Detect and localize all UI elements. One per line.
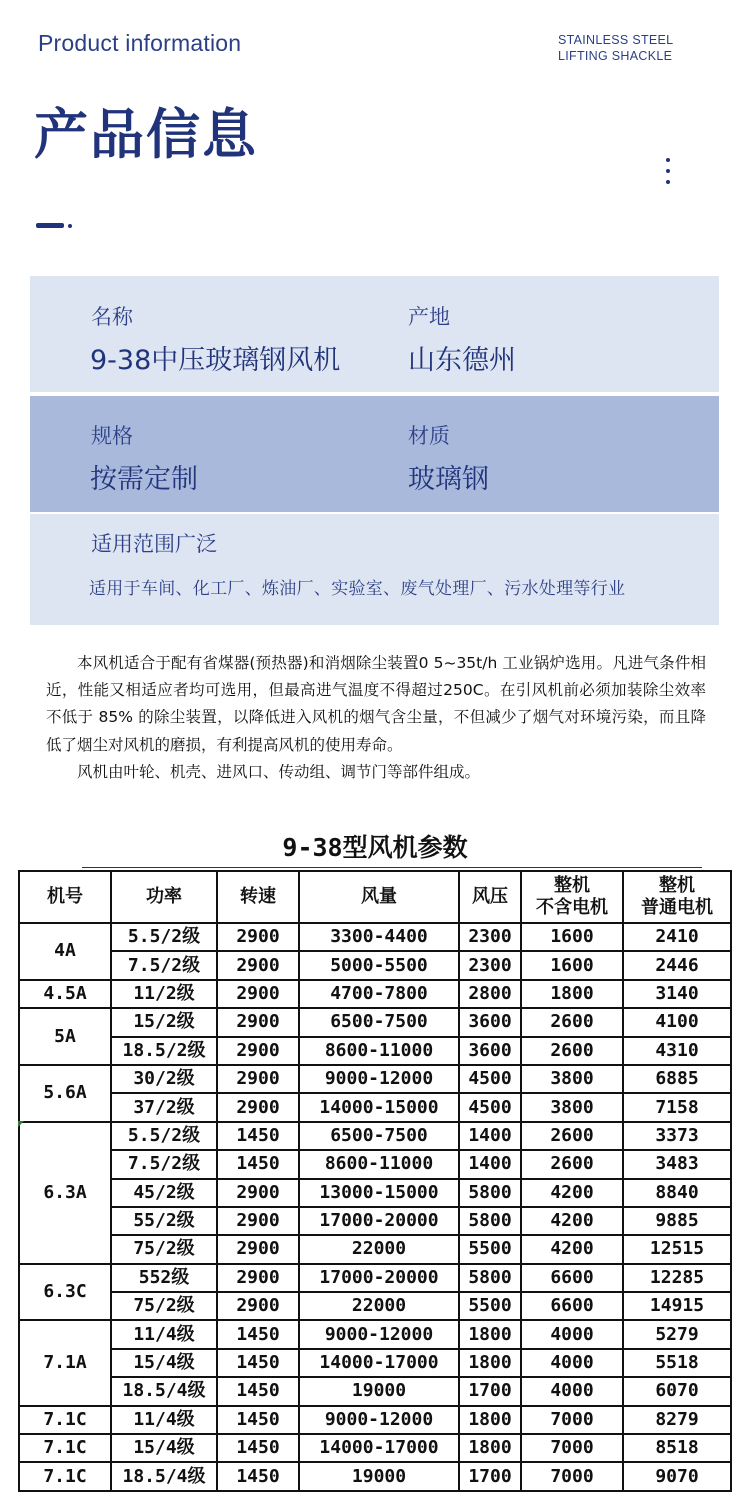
table-cell: 2300	[459, 923, 521, 951]
table-cell: 8600-11000	[299, 1037, 459, 1065]
more-vertical-icon[interactable]	[664, 158, 672, 188]
table-cell: 1800	[459, 1349, 521, 1377]
table-cell: 9000-12000	[299, 1320, 459, 1348]
table-row	[19, 1150, 731, 1178]
table-cell: 22000	[299, 1292, 459, 1320]
table-cell: 1700	[459, 1462, 521, 1490]
brand-line-1: STAINLESS STEEL	[558, 33, 674, 47]
spec-label: 规格	[91, 424, 133, 448]
table-cell: 1800	[459, 1320, 521, 1348]
origin-label: 产地	[408, 305, 450, 329]
table-cell: 12515	[623, 1235, 731, 1263]
table-cell: 1450	[217, 1406, 299, 1434]
table-cell: 2900	[217, 1292, 299, 1320]
scope-text: 适用于车间、化工厂、炼油厂、实验室、废气处理厂、污水处理等行业	[89, 579, 626, 599]
table-cell: 7.5/2级	[111, 951, 217, 979]
table-cell: 5000-5500	[299, 951, 459, 979]
table-cell: 7158	[623, 1093, 731, 1121]
table-cell: 4200	[521, 1235, 623, 1263]
table-cell: 5518	[623, 1349, 731, 1377]
table-header-cell: 机号	[19, 871, 111, 923]
spec-table	[18, 870, 732, 1492]
description	[46, 650, 706, 786]
model-cell: 7.1C	[19, 1462, 111, 1490]
divider-dot	[68, 224, 72, 228]
table-header-cell: 转速	[217, 871, 299, 923]
table-cell: 45/2级	[111, 1179, 217, 1207]
table-cell: 6500-7500	[299, 1122, 459, 1150]
table-cell: 4310	[623, 1037, 731, 1065]
table-cell: 8840	[623, 1179, 731, 1207]
brand-line-2: LIFTING SHACKLE	[558, 49, 673, 63]
table-cell: 7.5/2级	[111, 1150, 217, 1178]
table-cell: 1700	[459, 1377, 521, 1405]
table-cell: 2900	[217, 951, 299, 979]
table-header-cell: 风量	[299, 871, 459, 923]
table-row	[19, 1264, 731, 1292]
table-row	[19, 1292, 731, 1320]
table-cell: 18.5/4级	[111, 1377, 217, 1405]
cell-marker	[18, 1121, 24, 1127]
table-header-cell: 功率	[111, 871, 217, 923]
table-row	[19, 980, 731, 1008]
table-cell: 5279	[623, 1320, 731, 1348]
material-label: 材质	[408, 424, 450, 448]
table-row	[19, 1207, 731, 1235]
table-row	[19, 951, 731, 979]
table-cell: 5.5/2级	[111, 1122, 217, 1150]
table-cell: 4000	[521, 1320, 623, 1348]
table-row	[19, 1179, 731, 1207]
table-cell: 22000	[299, 1235, 459, 1263]
spec-value: 按需定制	[90, 464, 198, 495]
table-cell: 7000	[521, 1406, 623, 1434]
table-cell: 2900	[217, 1065, 299, 1093]
table-cell: 2600	[521, 1122, 623, 1150]
table-row	[19, 1462, 731, 1490]
model-cell: 5A	[19, 1008, 111, 1065]
table-cell: 15/4级	[111, 1349, 217, 1377]
table-cell: 17000-20000	[299, 1207, 459, 1235]
table-cell: 1800	[521, 980, 623, 1008]
table-cell: 19000	[299, 1377, 459, 1405]
table-cell: 1450	[217, 1434, 299, 1462]
brand-label	[558, 32, 673, 64]
table-cell: 3600	[459, 1008, 521, 1036]
table-row	[19, 1122, 731, 1150]
table-cell: 7000	[521, 1462, 623, 1490]
table-row	[19, 1406, 731, 1434]
table-cell: 2446	[623, 951, 731, 979]
scope-title: 适用范围广泛	[91, 532, 217, 556]
model-cell: 4.5A	[19, 980, 111, 1008]
table-cell: 4000	[521, 1377, 623, 1405]
table-cell: 18.5/2级	[111, 1037, 217, 1065]
table-cell: 2900	[217, 1207, 299, 1235]
table-cell: 1800	[459, 1406, 521, 1434]
table-cell: 6070	[623, 1377, 731, 1405]
table-row	[19, 923, 731, 951]
table-cell: 6600	[521, 1292, 623, 1320]
description-para-2: 风机由叶轮、机壳、进风口、传动组、调节门等部件组成。	[77, 762, 481, 781]
table-cell: 3140	[623, 980, 731, 1008]
table-cell: 6500-7500	[299, 1008, 459, 1036]
table-cell: 55/2级	[111, 1207, 217, 1235]
table-cell: 11/4级	[111, 1320, 217, 1348]
table-row	[19, 1349, 731, 1377]
table-cell: 552级	[111, 1264, 217, 1292]
table-header-row	[19, 871, 731, 923]
table-row	[19, 1434, 731, 1462]
table-cell: 4500	[459, 1093, 521, 1121]
table-cell: 3600	[459, 1037, 521, 1065]
table-cell: 3483	[623, 1150, 731, 1178]
table-cell: 12285	[623, 1264, 731, 1292]
table-cell: 5.5/2级	[111, 923, 217, 951]
table-row	[19, 1320, 731, 1348]
table-cell: 3800	[521, 1065, 623, 1093]
table-cell: 6600	[521, 1264, 623, 1292]
table-header-cell: 风压	[459, 871, 521, 923]
page-title: 产品信息	[34, 103, 258, 166]
table-cell: 2900	[217, 980, 299, 1008]
table-cell: 5500	[459, 1235, 521, 1263]
table-cell: 3800	[521, 1093, 623, 1121]
origin-value: 山东德州	[408, 345, 516, 376]
table-row	[19, 1008, 731, 1036]
table-cell: 18.5/4级	[111, 1462, 217, 1490]
table-title-rule	[82, 867, 702, 868]
table-cell: 19000	[299, 1462, 459, 1490]
table-cell: 14000-17000	[299, 1434, 459, 1462]
table-cell: 9000-12000	[299, 1406, 459, 1434]
table-cell: 2900	[217, 1264, 299, 1292]
table-cell: 1400	[459, 1150, 521, 1178]
table-cell: 4500	[459, 1065, 521, 1093]
table-cell: 14915	[623, 1292, 731, 1320]
table-cell: 14000-17000	[299, 1349, 459, 1377]
table-cell: 4200	[521, 1207, 623, 1235]
model-cell: 7.1C	[19, 1434, 111, 1462]
table-cell: 1450	[217, 1150, 299, 1178]
table-cell: 2900	[217, 923, 299, 951]
description-para-1: 本风机适合于配有省煤器(预热器)和消烟除尘装置0 5~35t/h 工业锅炉选用。凡进气条件相近，性能又相适应者均可选用，但最高进气温度不得超过250C。在引风机前必须加装除尘效率不低于 85% 的除尘装置，以降低进入风机的烟气含尘量，不但减少了烟气对环境污染，而且降低了烟尘对风机的磨损，有利提高风机的使用寿命。	[46, 654, 706, 754]
name-label: 名称	[91, 305, 133, 329]
table-header-cell: 整机 不含电机	[521, 871, 623, 923]
info-row-name-origin	[30, 276, 719, 392]
table-cell: 5800	[459, 1179, 521, 1207]
table-cell: 13000-15000	[299, 1179, 459, 1207]
table-cell: 3300-4400	[299, 923, 459, 951]
table-row	[19, 1093, 731, 1121]
table-cell: 1450	[217, 1462, 299, 1490]
table-cell: 11/2级	[111, 980, 217, 1008]
divider-dash	[36, 223, 64, 228]
table-row	[19, 1235, 731, 1263]
table-title: 9-38型风机参数	[282, 833, 468, 862]
table-cell: 9070	[623, 1462, 731, 1490]
table-cell: 2800	[459, 980, 521, 1008]
table-cell: 4100	[623, 1008, 731, 1036]
table-cell: 37/2级	[111, 1093, 217, 1121]
table-cell: 5800	[459, 1207, 521, 1235]
table-cell: 75/2级	[111, 1292, 217, 1320]
table-row	[19, 1037, 731, 1065]
table-cell: 2300	[459, 951, 521, 979]
table-cell: 1450	[217, 1377, 299, 1405]
info-row-spec-material	[30, 396, 719, 512]
table-cell: 4000	[521, 1349, 623, 1377]
table-cell: 4700-7800	[299, 980, 459, 1008]
table-cell: 8279	[623, 1406, 731, 1434]
table-cell: 75/2级	[111, 1235, 217, 1263]
table-cell: 6885	[623, 1065, 731, 1093]
table-cell: 3373	[623, 1122, 731, 1150]
model-cell: 7.1A	[19, 1320, 111, 1405]
table-cell: 2900	[217, 1037, 299, 1065]
table-cell: 11/4级	[111, 1406, 217, 1434]
name-value: 9-38中压玻璃钢风机	[90, 345, 341, 376]
table-cell: 2600	[521, 1150, 623, 1178]
table-cell: 7000	[521, 1434, 623, 1462]
table-cell: 1450	[217, 1122, 299, 1150]
model-cell: 6.3A	[19, 1122, 111, 1264]
table-cell: 2900	[217, 1008, 299, 1036]
table-cell: 1450	[217, 1349, 299, 1377]
table-cell: 2900	[217, 1235, 299, 1263]
table-row	[19, 1065, 731, 1093]
table-cell: 1800	[459, 1434, 521, 1462]
table-cell: 17000-20000	[299, 1264, 459, 1292]
table-cell: 1600	[521, 923, 623, 951]
model-cell: 7.1C	[19, 1406, 111, 1434]
table-cell: 15/4级	[111, 1434, 217, 1462]
table-body	[19, 923, 731, 1491]
table-cell: 1600	[521, 951, 623, 979]
table-cell: 8600-11000	[299, 1150, 459, 1178]
table-cell: 5800	[459, 1264, 521, 1292]
material-value: 玻璃钢	[408, 464, 489, 495]
model-cell: 5.6A	[19, 1065, 111, 1122]
table-cell: 2410	[623, 923, 731, 951]
table-cell: 15/2级	[111, 1008, 217, 1036]
table-row	[19, 1377, 731, 1405]
en-title: Product information	[38, 30, 242, 56]
table-cell: 4200	[521, 1179, 623, 1207]
info-row-scope	[30, 514, 719, 625]
table-cell: 30/2级	[111, 1065, 217, 1093]
model-cell: 4A	[19, 923, 111, 980]
table-cell: 2600	[521, 1008, 623, 1036]
table-cell: 2900	[217, 1093, 299, 1121]
table-cell: 8518	[623, 1434, 731, 1462]
model-cell: 6.3C	[19, 1264, 111, 1321]
table-cell: 2900	[217, 1179, 299, 1207]
table-cell: 1450	[217, 1320, 299, 1348]
table-cell: 9885	[623, 1207, 731, 1235]
table-cell: 2600	[521, 1037, 623, 1065]
table-cell: 5500	[459, 1292, 521, 1320]
table-header-cell: 整机 普通电机	[623, 871, 731, 923]
table-cell: 1400	[459, 1122, 521, 1150]
table-cell: 9000-12000	[299, 1065, 459, 1093]
table-cell: 14000-15000	[299, 1093, 459, 1121]
